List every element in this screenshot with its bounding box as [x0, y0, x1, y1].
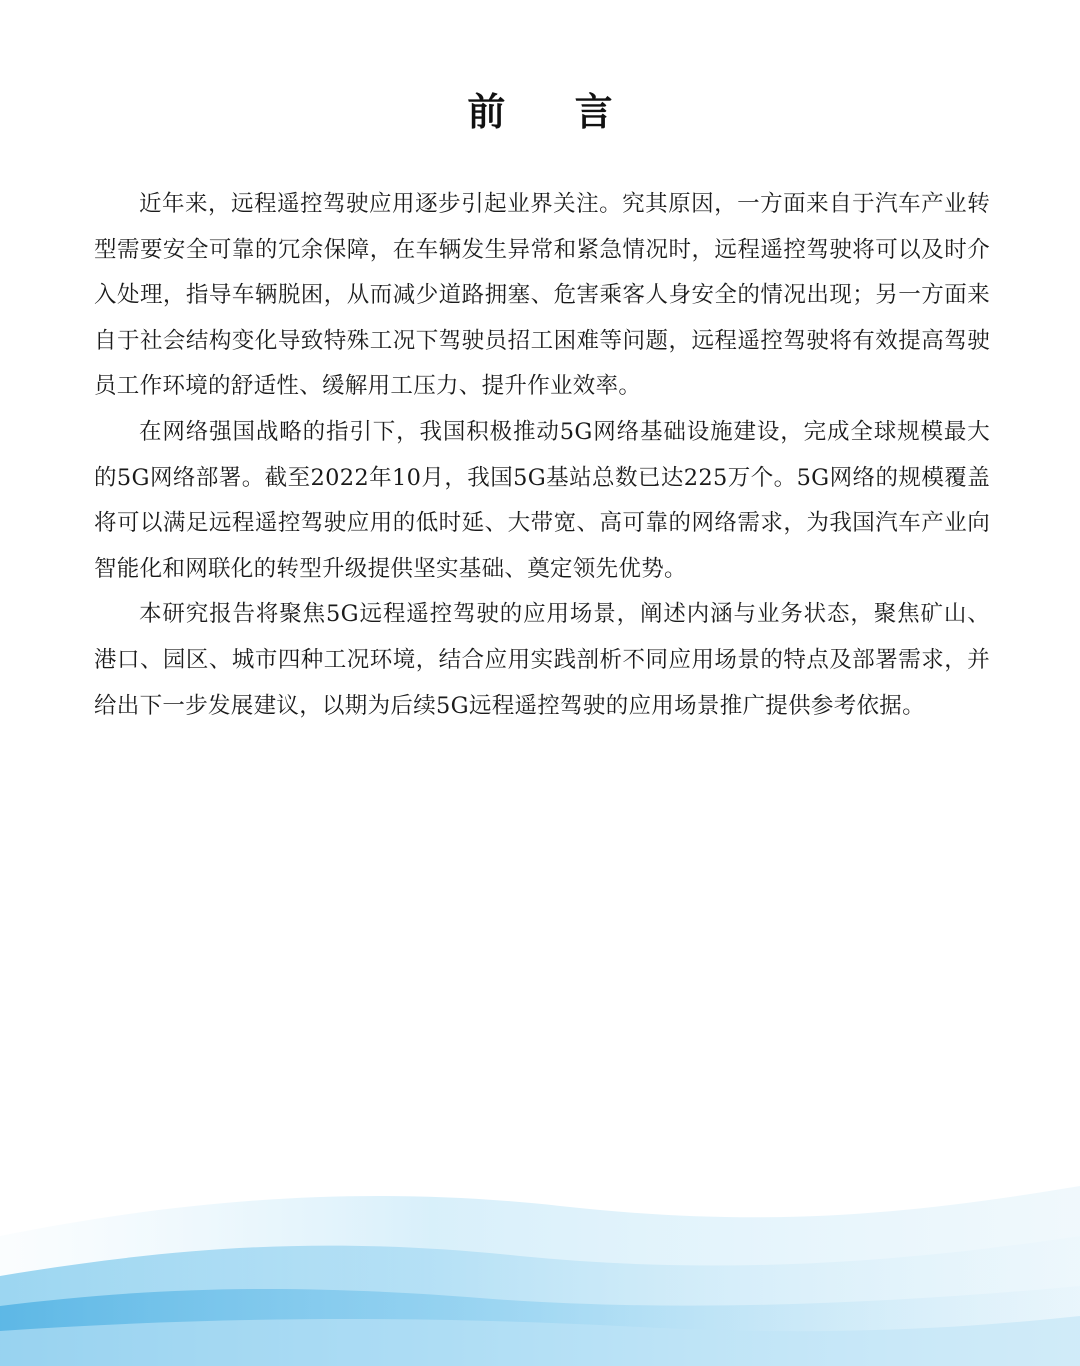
paragraph-1: 近年来，远程遥控驾驶应用逐步引起业界关注。究其原因，一方面来自于汽车产业转型需要安全可靠的冗余保障，在车辆发生异常和紧急情况时，远程遥控驾驶将可以及时介入处理，指导车辆脱困，从而减少道路拥塞、危害乘客人身安全的情况出现；另一方面来自于社会结构变化导致特殊工况下驾驶员招工困难等问题，远程遥控驾驶将有效提高驾驶员工作环境的舒适性、缓解用工压力、提升作业效率。: [94, 191, 990, 400]
page-title: 前 言: [467, 90, 641, 134]
decorative-wave-footer: [0, 1166, 1080, 1366]
paragraph-3: 本研究报告将聚焦5G远程遥控驾驶的应用场景，阐述内涵与业务状态，聚焦矿山、港口、园区、城市四种工况环境，结合应用实践剖析不同应用场景的特点及部署需求，并给出下一步发展建议，以期为后续5G远程遥控驾驶的应用场景推广提供参考依据。: [94, 601, 990, 719]
paragraph-2: 在网络强国战略的指引下，我国积极推动5G网络基础设施建设，完成全球规模最大的5G网络部署。截至2022年10月，我国5G基站总数已达225万个。5G网络的规模覆盖将可以满足远程遥控驾驶应用的低时延、大带宽、高可靠的网络需求，为我国汽车产业向智能化和网联化的转型升级提供坚实基础、奠定领先优势。: [94, 418, 990, 582]
preface-body: [94, 182, 990, 729]
